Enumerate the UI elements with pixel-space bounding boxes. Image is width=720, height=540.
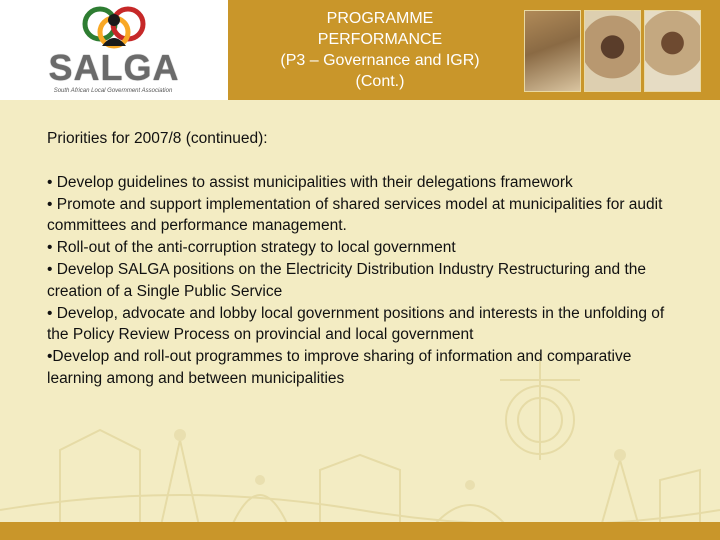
- bullet-item: •Develop and roll-out programmes to improve sharing of information and comparative learning among and between municipalities: [47, 348, 632, 387]
- slide-body: [47, 128, 687, 390]
- salga-logo: [0, 0, 228, 100]
- title-line-3: (P3 – Governance and IGR): [280, 52, 480, 69]
- photo-strip: [522, 10, 704, 92]
- bullet-item: • Promote and support implementation of shared services model at municipalities for audit committees and performance management.: [47, 195, 663, 235]
- bullet-item: • Develop, advocate and lobby local government positions and interests in the unfolding of the Policy Review Process on provincial and local government: [47, 304, 665, 344]
- bullet-item: • Roll-out of the anti-corruption strategy to local government: [47, 239, 456, 257]
- title-line-2: PERFORMANCE: [317, 31, 443, 48]
- title-line-1: PROGRAMME: [326, 10, 434, 27]
- bullet-item: • Develop SALGA positions on the Electricity Distribution Industry Restructuring and the creation of a Single Public Service: [47, 260, 647, 300]
- logo-tagline: South African Local Government Association: [53, 88, 173, 94]
- logo-wordmark: SALGA: [48, 47, 180, 88]
- priorities-heading: Priorities for 2007/8 (continued):: [47, 130, 268, 147]
- photo-1: [524, 10, 581, 92]
- footer-band: [0, 522, 720, 540]
- header-band: [0, 0, 720, 100]
- slide-title: [250, 8, 510, 92]
- logo-rings-icon: [78, 2, 150, 50]
- photo-2: [584, 10, 641, 92]
- title-line-4: (Cont.): [355, 73, 405, 90]
- bullet-item: • Develop guidelines to assist municipalities with their delegations framework: [47, 173, 573, 191]
- photo-3: [644, 10, 701, 92]
